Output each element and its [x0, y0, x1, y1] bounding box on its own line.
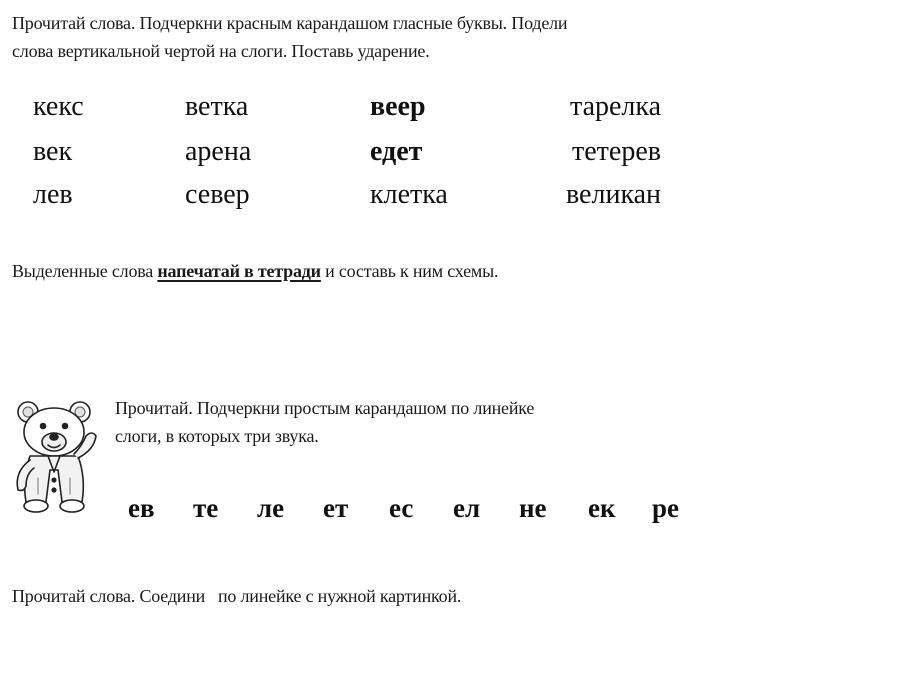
- word-edet: едет: [370, 136, 423, 167]
- word-sever: север: [185, 179, 250, 210]
- task3-instructions: [115, 394, 534, 450]
- task3-line1: Прочитай. Подчеркни простым карандашом по линейке: [115, 398, 535, 418]
- word-teterev: тетерев: [572, 136, 661, 167]
- word-arena: арена: [185, 136, 252, 167]
- task2-emphasis: напечатай в тетради: [157, 261, 321, 281]
- syllable: ес: [389, 493, 414, 523]
- syllable: ле: [257, 493, 285, 523]
- task1-line1: Прочитай слова. Подчеркни красным карандашом гласные буквы. Подели: [12, 13, 568, 33]
- task2-before: Выделенные слова: [12, 261, 158, 281]
- syllable: ре: [652, 493, 679, 523]
- word-veer: веер: [370, 91, 426, 122]
- syllable-row: [0, 490, 900, 530]
- task1-instructions: [12, 9, 567, 65]
- word-kletka: клетка: [370, 179, 448, 210]
- word-velikan: великан: [566, 179, 662, 210]
- word-vek: век: [33, 136, 73, 167]
- word-lev: лев: [33, 179, 73, 210]
- syllable: ек: [588, 493, 616, 523]
- word-keks: кекс: [33, 91, 84, 122]
- word-tarelka: тарелка: [570, 91, 662, 122]
- word-vetka: ветка: [185, 91, 249, 122]
- task3-line2: слоги, в которых три звука.: [115, 426, 319, 446]
- task4-instructions: Прочитай слова. Соедини по линейке с нужной картинкой.: [12, 586, 462, 606]
- syllable: ет: [323, 493, 349, 523]
- word-grid: [0, 90, 900, 230]
- syllable: не: [519, 493, 547, 523]
- task1-line2: слова вертикальной чертой на слоги. Поставь ударение.: [12, 41, 430, 61]
- syllable: те: [193, 493, 219, 523]
- syllable: ев: [128, 493, 155, 523]
- task2-instructions: [12, 257, 498, 285]
- task2-after: и составь к ним схемы.: [320, 261, 499, 281]
- syllable: ел: [453, 493, 481, 523]
